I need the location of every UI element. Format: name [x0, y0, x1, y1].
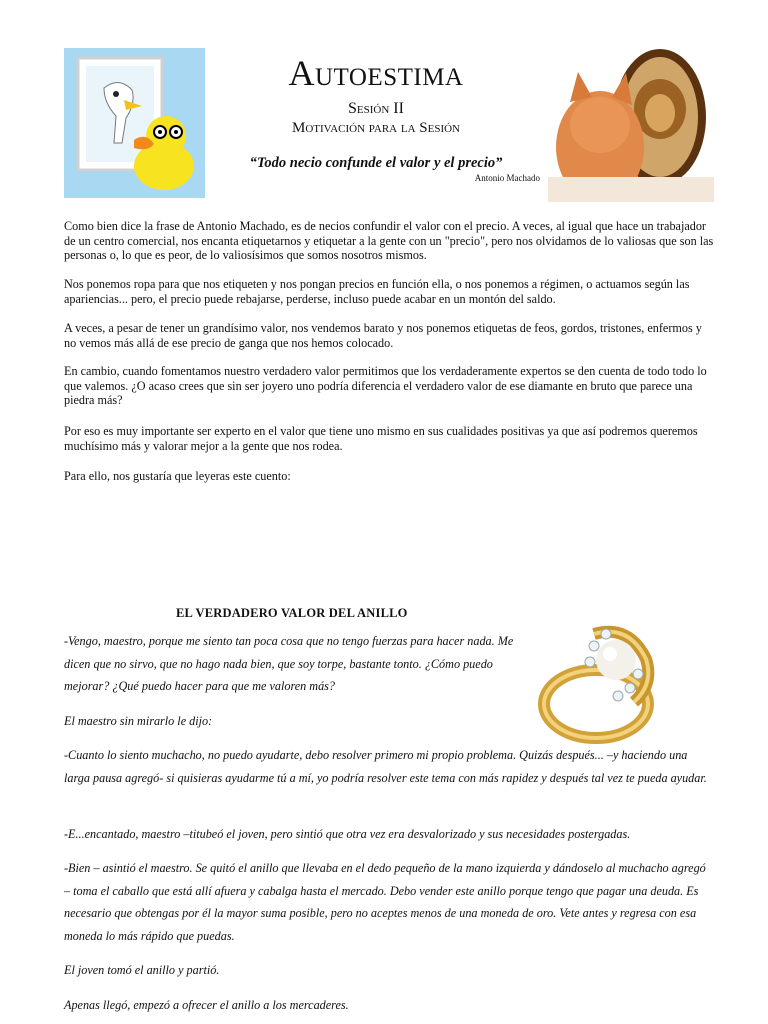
kitten-lion-mirror-image — [548, 47, 714, 202]
story-paragraph: -Cuanto lo siento muchacho, no puedo ayudarte, debo resolver primero mi propio problema. Quizás después... –y haciendo una larga pausa agregó- si quisieras ayudarme tú a mí, yo podría resolver este tema con más rapidez y después tal vez te pueda ayudar. — [64, 748, 707, 785]
intro-paragraph: Para ello, nos gustaría que leyeras este cuento: — [64, 469, 291, 483]
pearl-ring-image — [534, 604, 680, 750]
pearl-ring-icon — [534, 604, 680, 750]
intro-paragraph: Nos ponemos ropa para que nos etiqueten y nos pongan precios en función ella, o nos ponemos a régimen, o actuamos según las apariencias... pero, el precio puede rebajarse, perderse, incluso puede acabar en un montón del saldo. — [64, 277, 690, 306]
intro-paragraph: Por eso es muy importante ser experto en el valor que tiene uno mismo en sus cualidades positivas ya que así podremos queremos muchísimo más y valorar mejor a la gente que nos rodea. — [64, 424, 698, 453]
quote-author: Antonio Machado — [474, 173, 540, 183]
story-paragraph: El joven tomó el anillo y partió. — [64, 963, 220, 977]
story-paragraph: El maestro sin mirarlo le dijo: — [64, 714, 213, 728]
story-paragraph: Apenas llegó, empezó a ofrecer el anillo a los mercaderes. — [64, 998, 349, 1012]
kitten-lion-mirror-icon — [548, 47, 714, 202]
story-paragraph: -Vengo, maestro, porque me siento tan poca cosa que no tengo fuerzas para hacer nada. Me dicen que no sirvo, que no hago nada bien, que soy torpe, bastante tonto. ¿Cómo puedo mejorar? ¿Qué puedo hacer para que me valoren más? — [64, 634, 514, 694]
intro-paragraph: Como bien dice la frase de Antonio Machado, es de necios confundir el valor con el precio. A veces, al igual que hace un trabajador de un centro comercial, nos encanta etiquetarnos y etiquetar a la gente con un "precio", pero nos olvidamos de lo valiosas que son las personas o, lo que es peor, de lo valiosísimos que somos nosotros mismos. — [64, 219, 714, 263]
motivation-heading: Motivación para la Sesión — [292, 120, 460, 136]
duck-mirror-illustration-icon — [64, 48, 205, 198]
story-paragraph: -Bien – asintió el maestro. Se quitó el anillo que llevaba en el dedo pequeño de la mano izquierda y dándoselo al muchacho agregó – toma el caballo que está allí afuera y cabalga hasta el mercado. Debo vender este anillo porque tengo que pagar una deuda. Es necesario que obtengas por él la mayor suma posible, pero no aceptes menos de una moneda de oro. Vete antes y regresa con esa moneda lo más rápido que puedas. — [64, 861, 706, 943]
intro-paragraph: A veces, a pesar de tener un grandísimo valor, nos vendemos barato y nos ponemos etiquetas de feos, gordos, tristones, enfermos y no vemos más allá de ese precio de ganga que nos hemos colocado. — [64, 321, 702, 350]
session-heading: Sesión II — [348, 100, 404, 117]
page-title: Autoestima — [288, 53, 464, 93]
story-paragraph: -E...encantado, maestro –titubeó el joven, pero sintió que otra vez era desvalorizado y sus necesidades postergadas. — [64, 827, 631, 841]
story-title: EL VERDADERO VALOR DEL ANILLO — [176, 606, 408, 620]
header-quote: “Todo necio confunde el valor y el precio” — [249, 155, 503, 171]
duck-mirror-image — [64, 48, 205, 198]
intro-paragraph: En cambio, cuando fomentamos nuestro verdadero valor permitimos que los verdaderamente expertos se den cuenta de todo todo lo que valemos. ¿O acaso crees que sin ser joyero uno podría diferencia el verdadero valor de ese diamante en bruto que parece una piedra más? — [64, 364, 707, 408]
